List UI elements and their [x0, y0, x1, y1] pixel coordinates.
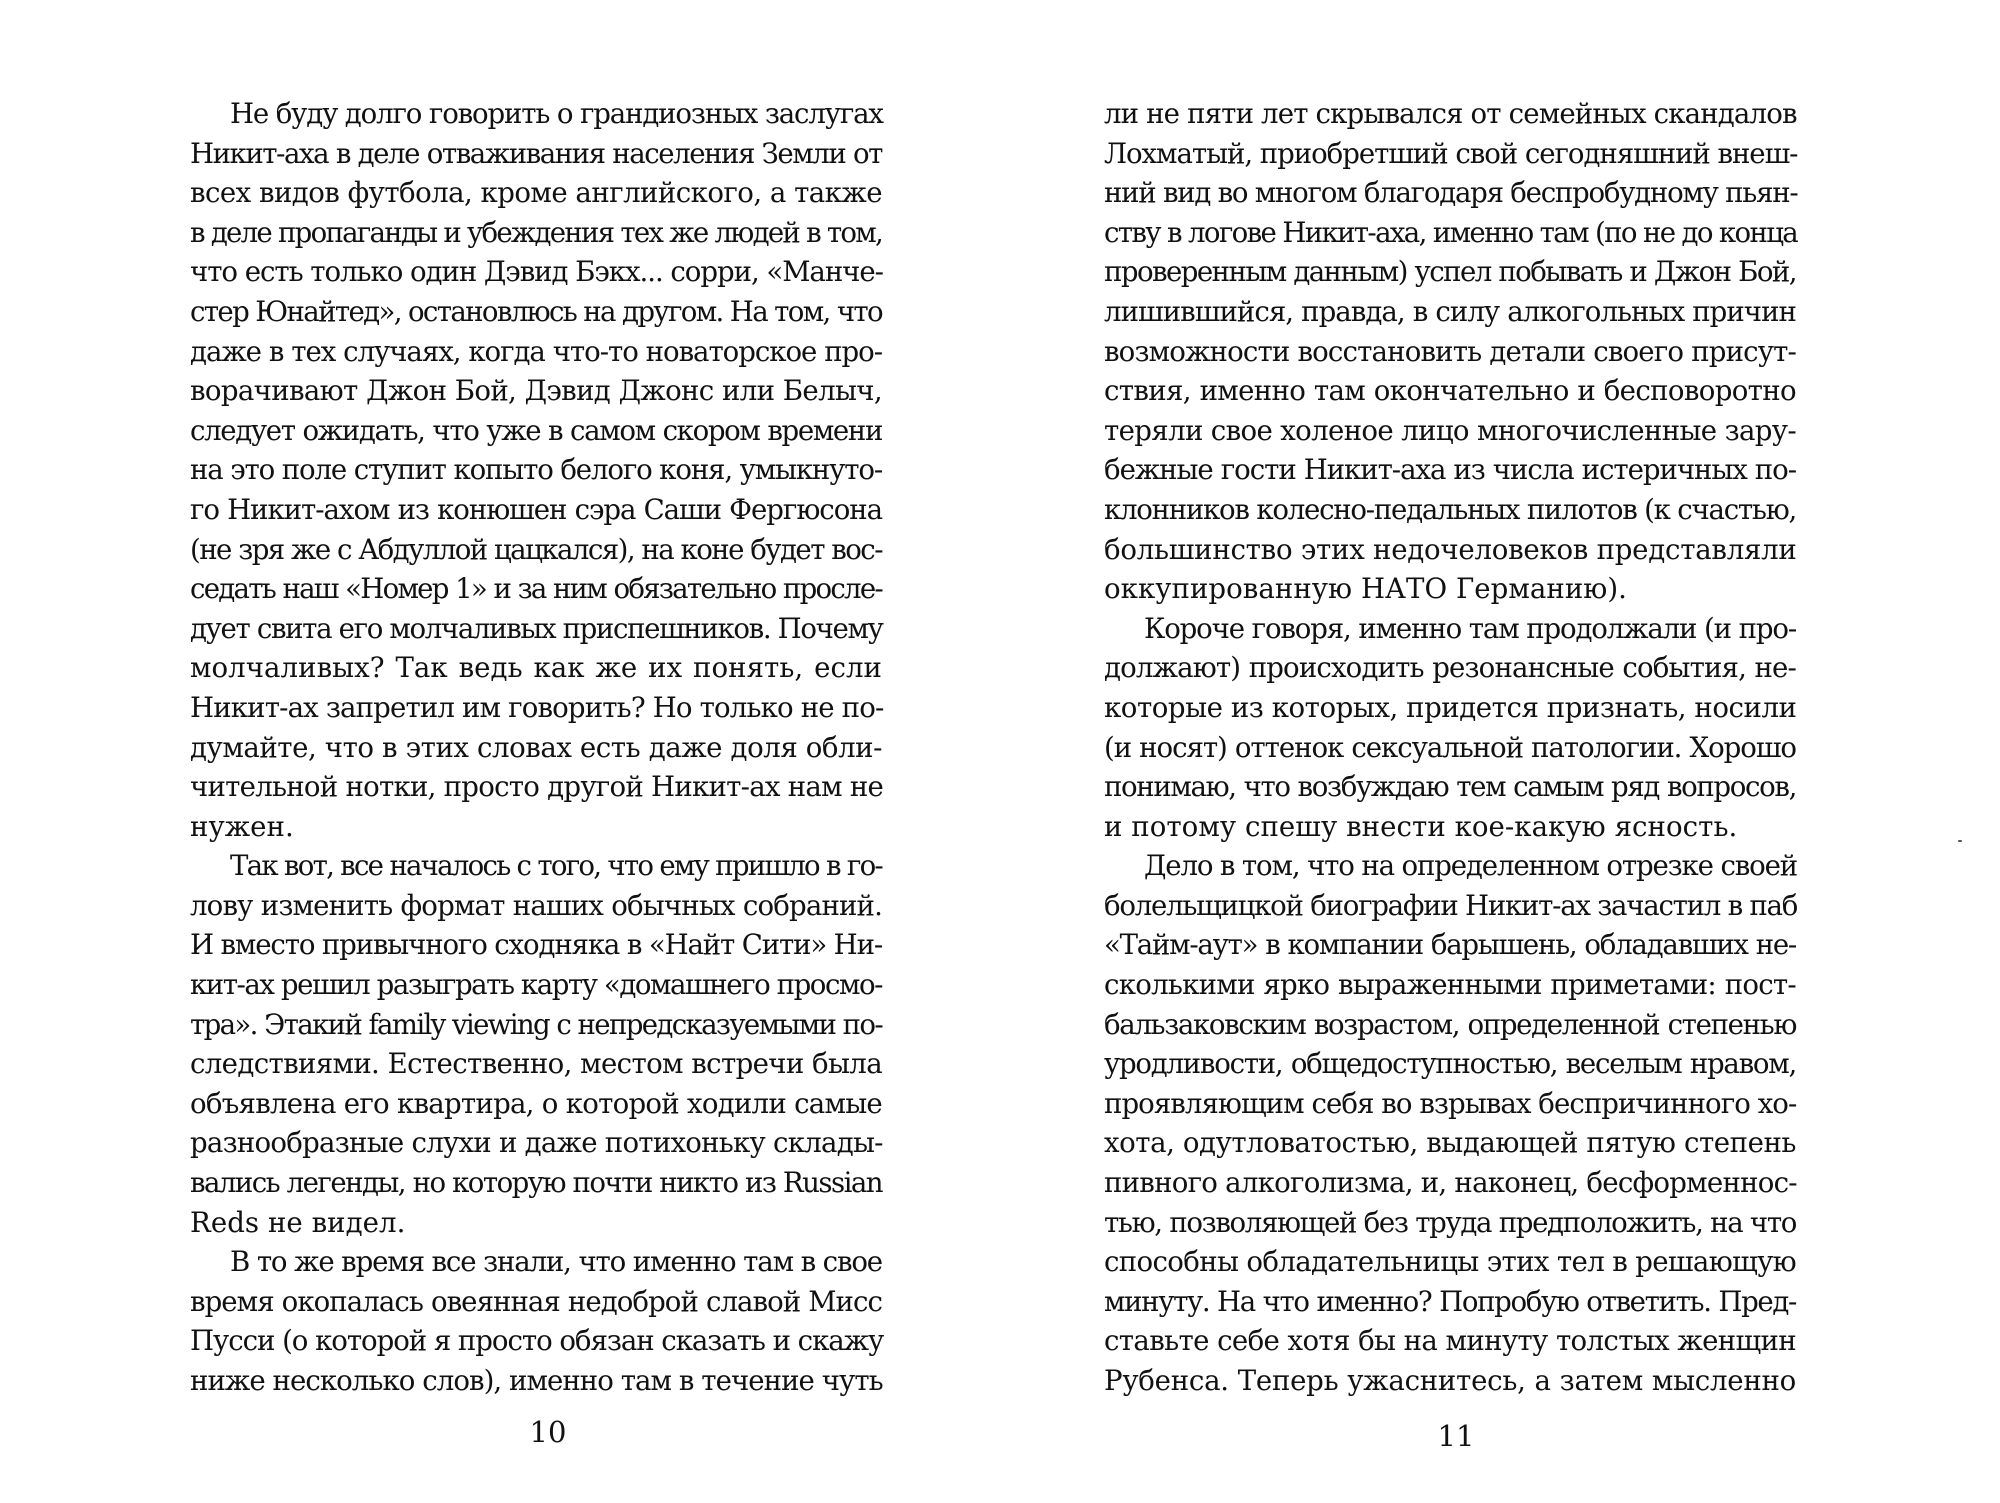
text-line: уродливости, общедоступностью, веселым нравом,: [1104, 1047, 1796, 1081]
text-line: сколькими ярко выраженными приметами: пост-: [1104, 968, 1796, 1002]
text-line: что есть только один Дэвид Бэкх... сорри, «Манче-: [190, 255, 883, 289]
text-line: чительной нотки, просто другой Никит-ах нам не: [190, 770, 884, 804]
text-line: ству в логове Никит-аха, именно там (по не до конца: [1104, 215, 1798, 249]
text-line: Reds не видел.: [190, 1205, 406, 1239]
text-line: на это поле ступит копыто белого коня, умыкнуто-: [190, 453, 882, 487]
text-line: понимаю, что возбуждаю тем самым ряд вопросов,: [1104, 770, 1796, 804]
text-line: нужен.: [190, 809, 294, 843]
text-line: тью, позволяющей без труда предположить, на что: [1104, 1205, 1796, 1239]
text-line: ниже несколько слов), именно там в течение чуть: [190, 1364, 883, 1397]
text-line: следует ожидать, что уже в самом скором времени: [190, 413, 882, 447]
text-line: клонников колесно-педальных пилотов (к счастью,: [1104, 492, 1796, 526]
text-line: всех видов футбола, кроме английского, а также: [190, 176, 882, 210]
text-line: Лохматый, приобретший свой сегодняшний внеш-: [1104, 136, 1798, 170]
text-line: возможности восстановить детали своего присут-: [1104, 334, 1796, 368]
text-line: дует свита его молчаливых приспешников. Почему: [190, 611, 883, 645]
left-text-column: [190, 94, 882, 1401]
text-line: которые из которых, придется признать, носили: [1104, 690, 1797, 724]
text-line: должают) происходить резонансные события, не-: [1104, 651, 1796, 685]
text-line: бальзаковским возрастом, определенной степенью: [1104, 1007, 1796, 1041]
text-line: оккупированную НАТО Германию).: [1104, 572, 1627, 606]
text-line: в деле пропаганды и убеждения тех же людей в том,: [190, 215, 882, 249]
text-line: (и носят) оттенок сексуальной патологии. Хорошо: [1104, 730, 1796, 764]
right-text-column: [1104, 94, 1796, 1401]
text-line: лишившийся, правда, в силу алкогольных причин: [1104, 294, 1796, 328]
text-line: проверенным данным) успел побывать и Джон Бой,: [1104, 255, 1796, 289]
text-line: Дело в том, что на определенном отрезке своей: [1144, 849, 1798, 883]
text-line: думайте, что в этих словах есть даже доля обли-: [190, 730, 882, 764]
text-line: и потому спешу внести кое-какую ясность.: [1104, 809, 1738, 843]
text-line: тра». Этакий family viewing с непредсказуемыми по-: [190, 1007, 882, 1041]
text-line: объявлена его квартира, о которой ходили самые: [190, 1086, 882, 1120]
text-line: ствия, именно там окончательно и бесповоротно: [1104, 374, 1796, 408]
text-line: бежные гости Никит-аха из числа истеричных по-: [1104, 453, 1796, 487]
text-line: ний вид во многом благодаря беспробудному пьян-: [1104, 176, 1798, 210]
text-line: Никит-ах запретил им говорить? Но только не по-: [190, 690, 884, 724]
text-line: теряли свое холеное лицо многочисленные зару-: [1104, 413, 1797, 447]
text-line: седать наш «Номер 1» и за ним обязательно просле-: [190, 572, 882, 606]
text-line: ворачивают Джон Бой, Дэвид Джонс или Белыч,: [190, 374, 882, 408]
text-line: следствиями. Естественно, местом встречи была: [190, 1047, 882, 1081]
text-line: Пусси (о которой я просто обязан сказать и скажу: [190, 1324, 884, 1358]
text-line: В то же время все знали, что именно там в свое: [230, 1245, 882, 1279]
text-line: болельщицкой биографии Никит-ах зачастил в паб: [1104, 888, 1798, 922]
text-line: проявляющим себя во взрывах беспричинного хо-: [1104, 1086, 1797, 1120]
scan-speck: [1958, 840, 1962, 842]
text-line: разнообразные слухи и даже потихоньку склады-: [190, 1126, 883, 1160]
text-line: кит-ах решил разыграть карту «домашнего просмо-: [190, 968, 882, 1002]
text-line: способны обладательницы этих тел в решающую: [1104, 1245, 1797, 1279]
text-line: ли не пяти лет скрывался от семейных скандалов: [1104, 97, 1797, 130]
text-line: «Тайм-аут» в компании барышень, обладавших не-: [1104, 928, 1796, 962]
text-line: го Никит-ахом из конюшен сэра Саши Фергюсона: [190, 492, 882, 526]
text-line: вались легенды, но которую почти никто из Russian: [190, 1166, 882, 1200]
text-line: Никит-аха в деле отваживания населения Земли от: [190, 136, 882, 170]
page-number: 11: [1437, 1419, 1475, 1453]
text-line: ставьте себе хотя бы на минуту толстых женщин: [1104, 1324, 1796, 1358]
text-line: (не зря же с Абдуллой цацкался), на коне будет вос-: [190, 532, 882, 566]
text-line: Рубенса. Теперь ужаснитесь, а затем мысленно: [1104, 1364, 1796, 1397]
text-line: И вместо привычного сходняка в «Найт Сити» Ни-: [190, 928, 883, 962]
text-line: большинство этих недочеловеков представляли: [1104, 532, 1797, 566]
text-line: минуту. На что именно? Попробую ответить. Пред-: [1104, 1284, 1796, 1318]
page-number: 10: [529, 1415, 567, 1449]
right-page: [1000, 0, 2000, 1503]
text-line: даже в тех случаях, когда что-то новаторское про-: [190, 334, 882, 368]
text-line: время окопалась овеянная недоброй славой Мисс: [190, 1284, 882, 1318]
text-line: пивного алкоголизма, и, наконец, бесформеннос-: [1104, 1166, 1797, 1200]
text-line: лову изменить формат наших обычных собраний.: [190, 888, 882, 922]
text-line: Так вот, все началось с того, что ему пришло в го-: [230, 849, 882, 883]
text-line: стер Юнайтед», остановлюсь на другом. На том, что: [190, 294, 882, 328]
text-line: Короче говоря, именно там продолжали (и про-: [1144, 611, 1796, 645]
text-line: хота, одутловатостью, выдающей пятую степень: [1104, 1126, 1796, 1160]
text-line: молчаливых? Так ведь как же их понять, если: [190, 651, 882, 685]
text-line: Не буду долго говорить о грандиозных заслугах: [230, 97, 883, 130]
